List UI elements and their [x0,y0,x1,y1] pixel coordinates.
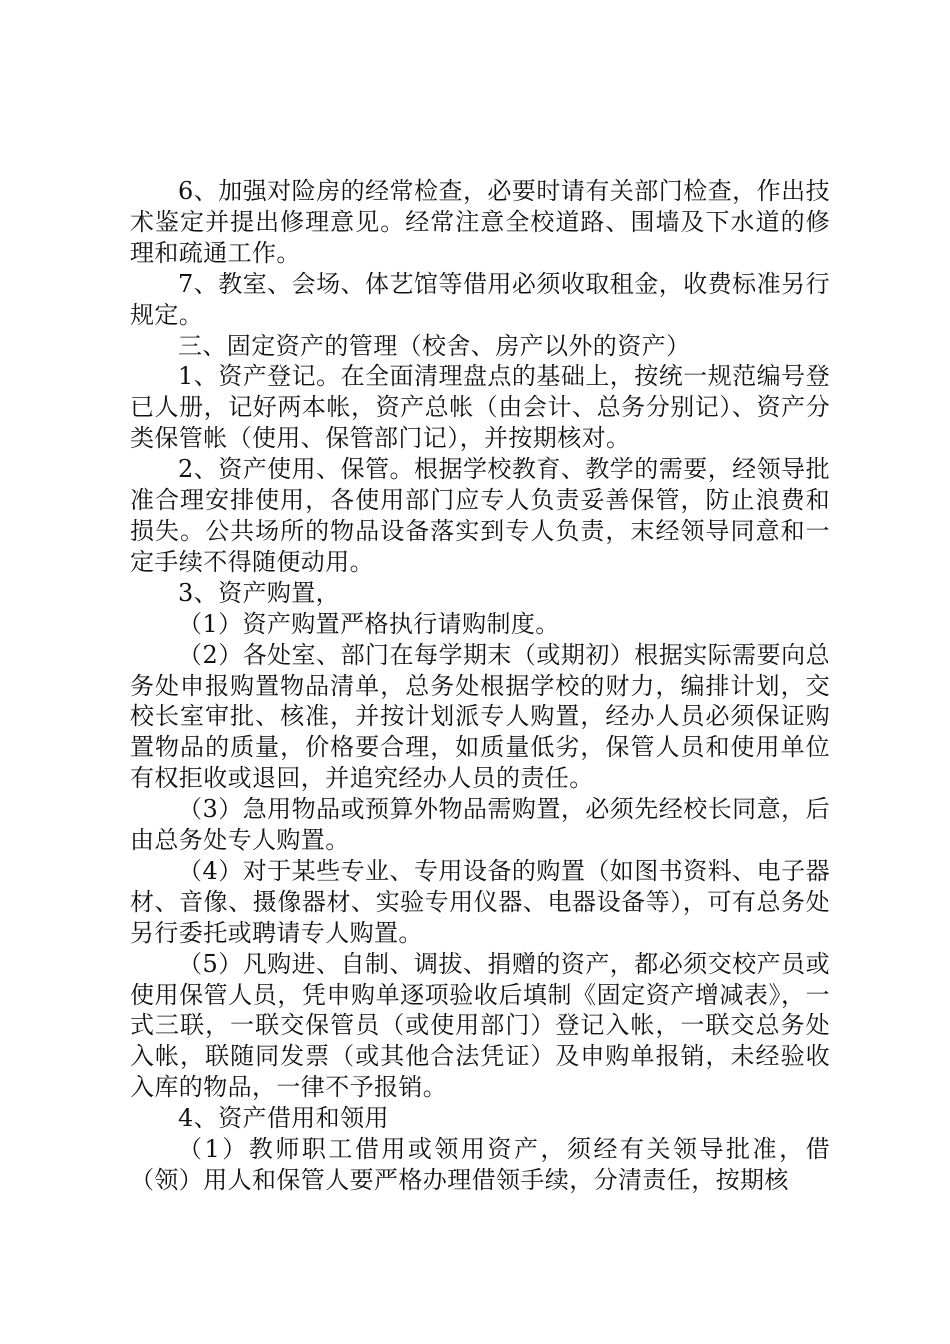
paragraph-asset-purchase-heading: 3、资产购置， [178,578,341,607]
paragraph-asset-usage: 2、资产使用、保管。根据学校教育、教学的需要，经领导批准合理安排使用，各使用部门应专人负责妥善保管，防止浪费和损失。公共场所的物品设备落实到专人负责，末经领导同意和一定手续不得随便动用。 [130,455,830,576]
paragraph-purchase-3: （3）急用物品或预算外物品需购置，必须先经校长同意，后由总务处专人购置。 [130,795,830,855]
paragraph-purchase-5: （5）凡购进、自制、调拔、捐赠的资产，都必须交校产员或使用保管人员，凭申购单逐项验收后填制《固定资产增减表》，一式三联，一联交保管员（或使用部门）登记入帐，一联交总务处入帐，联随同发票（或其他合法凭证）及申购单报销，未经验收入库的物品，一律不予报销。 [130,949,830,1102]
paragraph-item-6: 6、加强对险房的经常检查，必要时请有关部门检查，作出技术鉴定并提出修理意见。经常注意全校道路、围墙及下水道的修理和疏通工作。 [130,177,830,267]
paragraph-purchase-4: （4）对于某些专业、专用设备的购置（如图书资料、电子器材、音像、摄像器材、实验专用仪器、电器设备等），可有总务处另行委托或聘请专人购置。 [130,856,830,947]
paragraph-asset-registration: 1、资产登记。在全面清理盘点的基础上，按统一规范编号登已人册，记好两本帐，资产总帐（由会计、总务分别记）、资产分类保管帐（使用、保管部门记），并按期核对。 [130,362,830,453]
paragraph-item-7: 7、教室、会场、体艺馆等借用必须收取租金，收费标准另行规定。 [130,269,830,329]
document-body [130,176,830,1196]
paragraph-borrow-heading: 4、资产借用和领用 [178,1104,389,1133]
paragraph-borrow-1: （1）教师职工借用或领用资产，须经有关领导批准，借（领）用人和保管人要严格办理借领手续，分清责任，按期核 [130,1135,830,1194]
section-heading-fixed-assets: 三、固定资产的管理（校舍、房产以外的资产） [178,331,691,360]
paragraph-purchase-1: （1）资产购置严格执行请购制度。 [178,609,560,638]
paragraph-purchase-2: （2）各处室、部门在每学期末（或期初）根据实际需要向总务处申报购置物品清单，总务处根据学校的财力，编排计划，交校长室审批、核准，并按计划派专人购置，经办人员必须保证购置物品的质量，价格要合理，如质量低劣，保管人员和使用单位有权拒收或退回，并追究经办人员的责任。 [130,640,830,793]
